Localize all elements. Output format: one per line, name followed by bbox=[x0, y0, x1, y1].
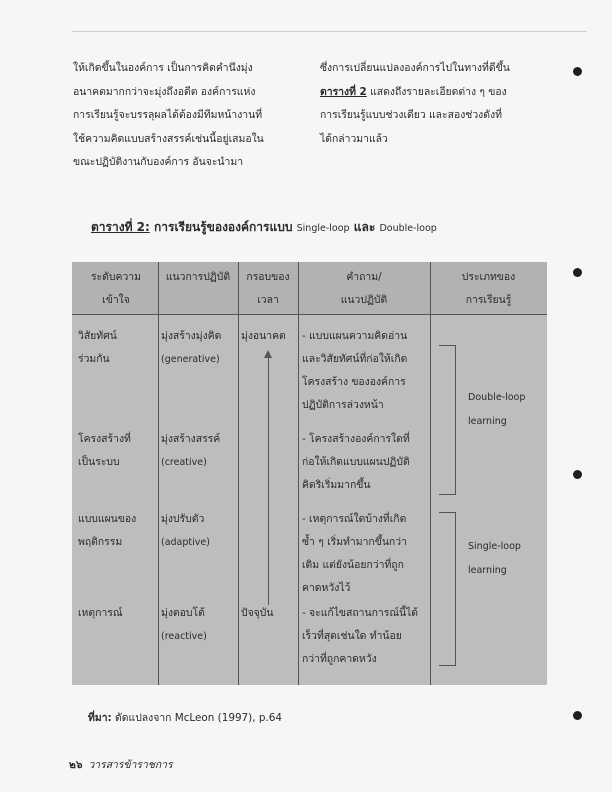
table-source bbox=[88, 709, 282, 726]
source-text: ดัดแปลงจาก McLeon (1997), p.64 bbox=[111, 712, 282, 724]
paragraph-line: การเรียนรู้จะบรรลุผลได้ต้องมีทีมหน้างานที่ bbox=[73, 109, 263, 122]
text-column-right bbox=[320, 57, 562, 151]
row-level: วิสัยทัศน์ ร่วมกัน bbox=[78, 330, 117, 365]
column-divider bbox=[298, 262, 299, 685]
row-level: แบบแผนของ พฤติกรรม bbox=[78, 513, 137, 548]
text-column-left bbox=[73, 57, 295, 175]
table-caption: ตารางที่ 2: การเรียนรู้ขององค์การแบบ Single-loop และ Double-loop bbox=[91, 220, 437, 234]
paragraph-line: อนาคตมากกว่าจะมุ่งถึงอดีต องค์การแห่ง bbox=[73, 85, 256, 98]
row-timeframe: มุ่งอนาคต bbox=[241, 330, 286, 342]
single-loop-bracket bbox=[439, 512, 456, 666]
header-timeframe: กรอบของ เวลา bbox=[246, 271, 290, 306]
paragraph-line: ใช้ความคิดแบบสร้างสรรค์เช่นนี้อยู่เสมอใน bbox=[73, 132, 264, 145]
binder-hole-dot bbox=[573, 268, 582, 277]
table-caption-title: การเรียนรู้ขององค์การแบบ bbox=[149, 220, 297, 234]
header-level: ระดับความ เข้าใจ bbox=[91, 271, 141, 306]
row-timeframe: ปัจจุบัน bbox=[241, 607, 274, 619]
learning-type-single-loop: Single-loop learning bbox=[468, 541, 521, 576]
binder-hole-dot bbox=[573, 711, 582, 720]
timeframe-arrow-line bbox=[268, 355, 269, 605]
caption-double-loop: Double-loop bbox=[379, 223, 437, 234]
row-question: - เหตุการณ์ใดบ้างที่เกิด ซ้ำ ๆ เริ่มทำมากขึ้นกว่า เดิม แต่ยังน้อยกว่าที่ถูก คาดหวังไว้ bbox=[302, 513, 407, 594]
paragraph-line: ตารางที่ 2 แสดงถึงรายละเอียดต่าง ๆ ของ bbox=[320, 85, 507, 98]
row-practice: มุ่งปรับตัว (adaptive) bbox=[161, 513, 210, 548]
header-question: คำถาม/ แนวปฏิบัติ bbox=[340, 271, 388, 306]
paragraph-line: ได้กล่าวมาแล้ว bbox=[320, 132, 388, 145]
row-level: เหตุการณ์ bbox=[78, 607, 123, 619]
row-practice: มุ่งสร้างสรรค์ (creative) bbox=[161, 433, 221, 468]
column-divider bbox=[238, 262, 239, 685]
row-practice: มุ่งตอบโต้ (reactive) bbox=[161, 607, 207, 642]
column-divider bbox=[430, 262, 431, 685]
row-level: โครงสร้างที่ เป็นระบบ bbox=[78, 433, 131, 468]
learning-type-double-loop: Double-loop learning bbox=[468, 392, 526, 427]
column-divider bbox=[158, 262, 159, 685]
table-caption-label: ตารางที่ 2: bbox=[91, 220, 150, 234]
caption-single-loop: Single-loop bbox=[296, 223, 350, 234]
page-footer bbox=[69, 756, 173, 773]
table-reference: ตารางที่ 2 bbox=[320, 85, 367, 98]
double-loop-bracket bbox=[439, 345, 456, 495]
binder-hole-dot bbox=[573, 470, 582, 479]
paragraph-line: ซึ่งการเปลี่ยนแปลงองค์การไปในทางที่ดีขึ้น bbox=[320, 62, 510, 74]
journal-name: วารสารข้าราชการ bbox=[88, 759, 173, 771]
row-practice: มุ่งสร้างมุ่งคิด (generative) bbox=[161, 330, 222, 365]
header-learning-type: ประเภทของ การเรียนรู้ bbox=[461, 271, 516, 306]
page-number: ๒๖ bbox=[69, 759, 83, 771]
row-question: - จะแก้ไขสถานการณ์นี้ได้ เร็วที่สุดเช่นใด ทำน้อย กว่าที่ถูกคาดหวัง bbox=[302, 607, 419, 665]
paragraph-line: ให้เกิดขึ้นในองค์การ เป็นการคิดคำนึงมุ่ง bbox=[73, 62, 253, 74]
top-rule bbox=[72, 31, 587, 32]
source-label: ที่มา: bbox=[88, 712, 112, 724]
paragraph-line: ขณะปฏิบัติงานกับองค์การ อันจะนำมา bbox=[73, 156, 244, 169]
header-practice: แนวการปฏิบัติ bbox=[165, 271, 231, 283]
row-question: - โครงสร้างองค์การใดที่ ก่อให้เกิดแบบแผนปฏิบัติ คิดริเริ่มมากขึ้น bbox=[302, 433, 410, 491]
row-question: - แบบแผนความคิดอ่าน และวิสัยทัศน์ที่ก่อให้เกิด โครงสร้าง ขององค์การ ปฏิบัติการล่วงหน้า bbox=[302, 330, 408, 411]
arrow-up-icon bbox=[264, 350, 272, 358]
paragraph-line: การเรียนรู้แบบช่วงเดียว และสองช่วงดังที่ bbox=[320, 109, 502, 122]
binder-hole-dot bbox=[573, 67, 582, 76]
